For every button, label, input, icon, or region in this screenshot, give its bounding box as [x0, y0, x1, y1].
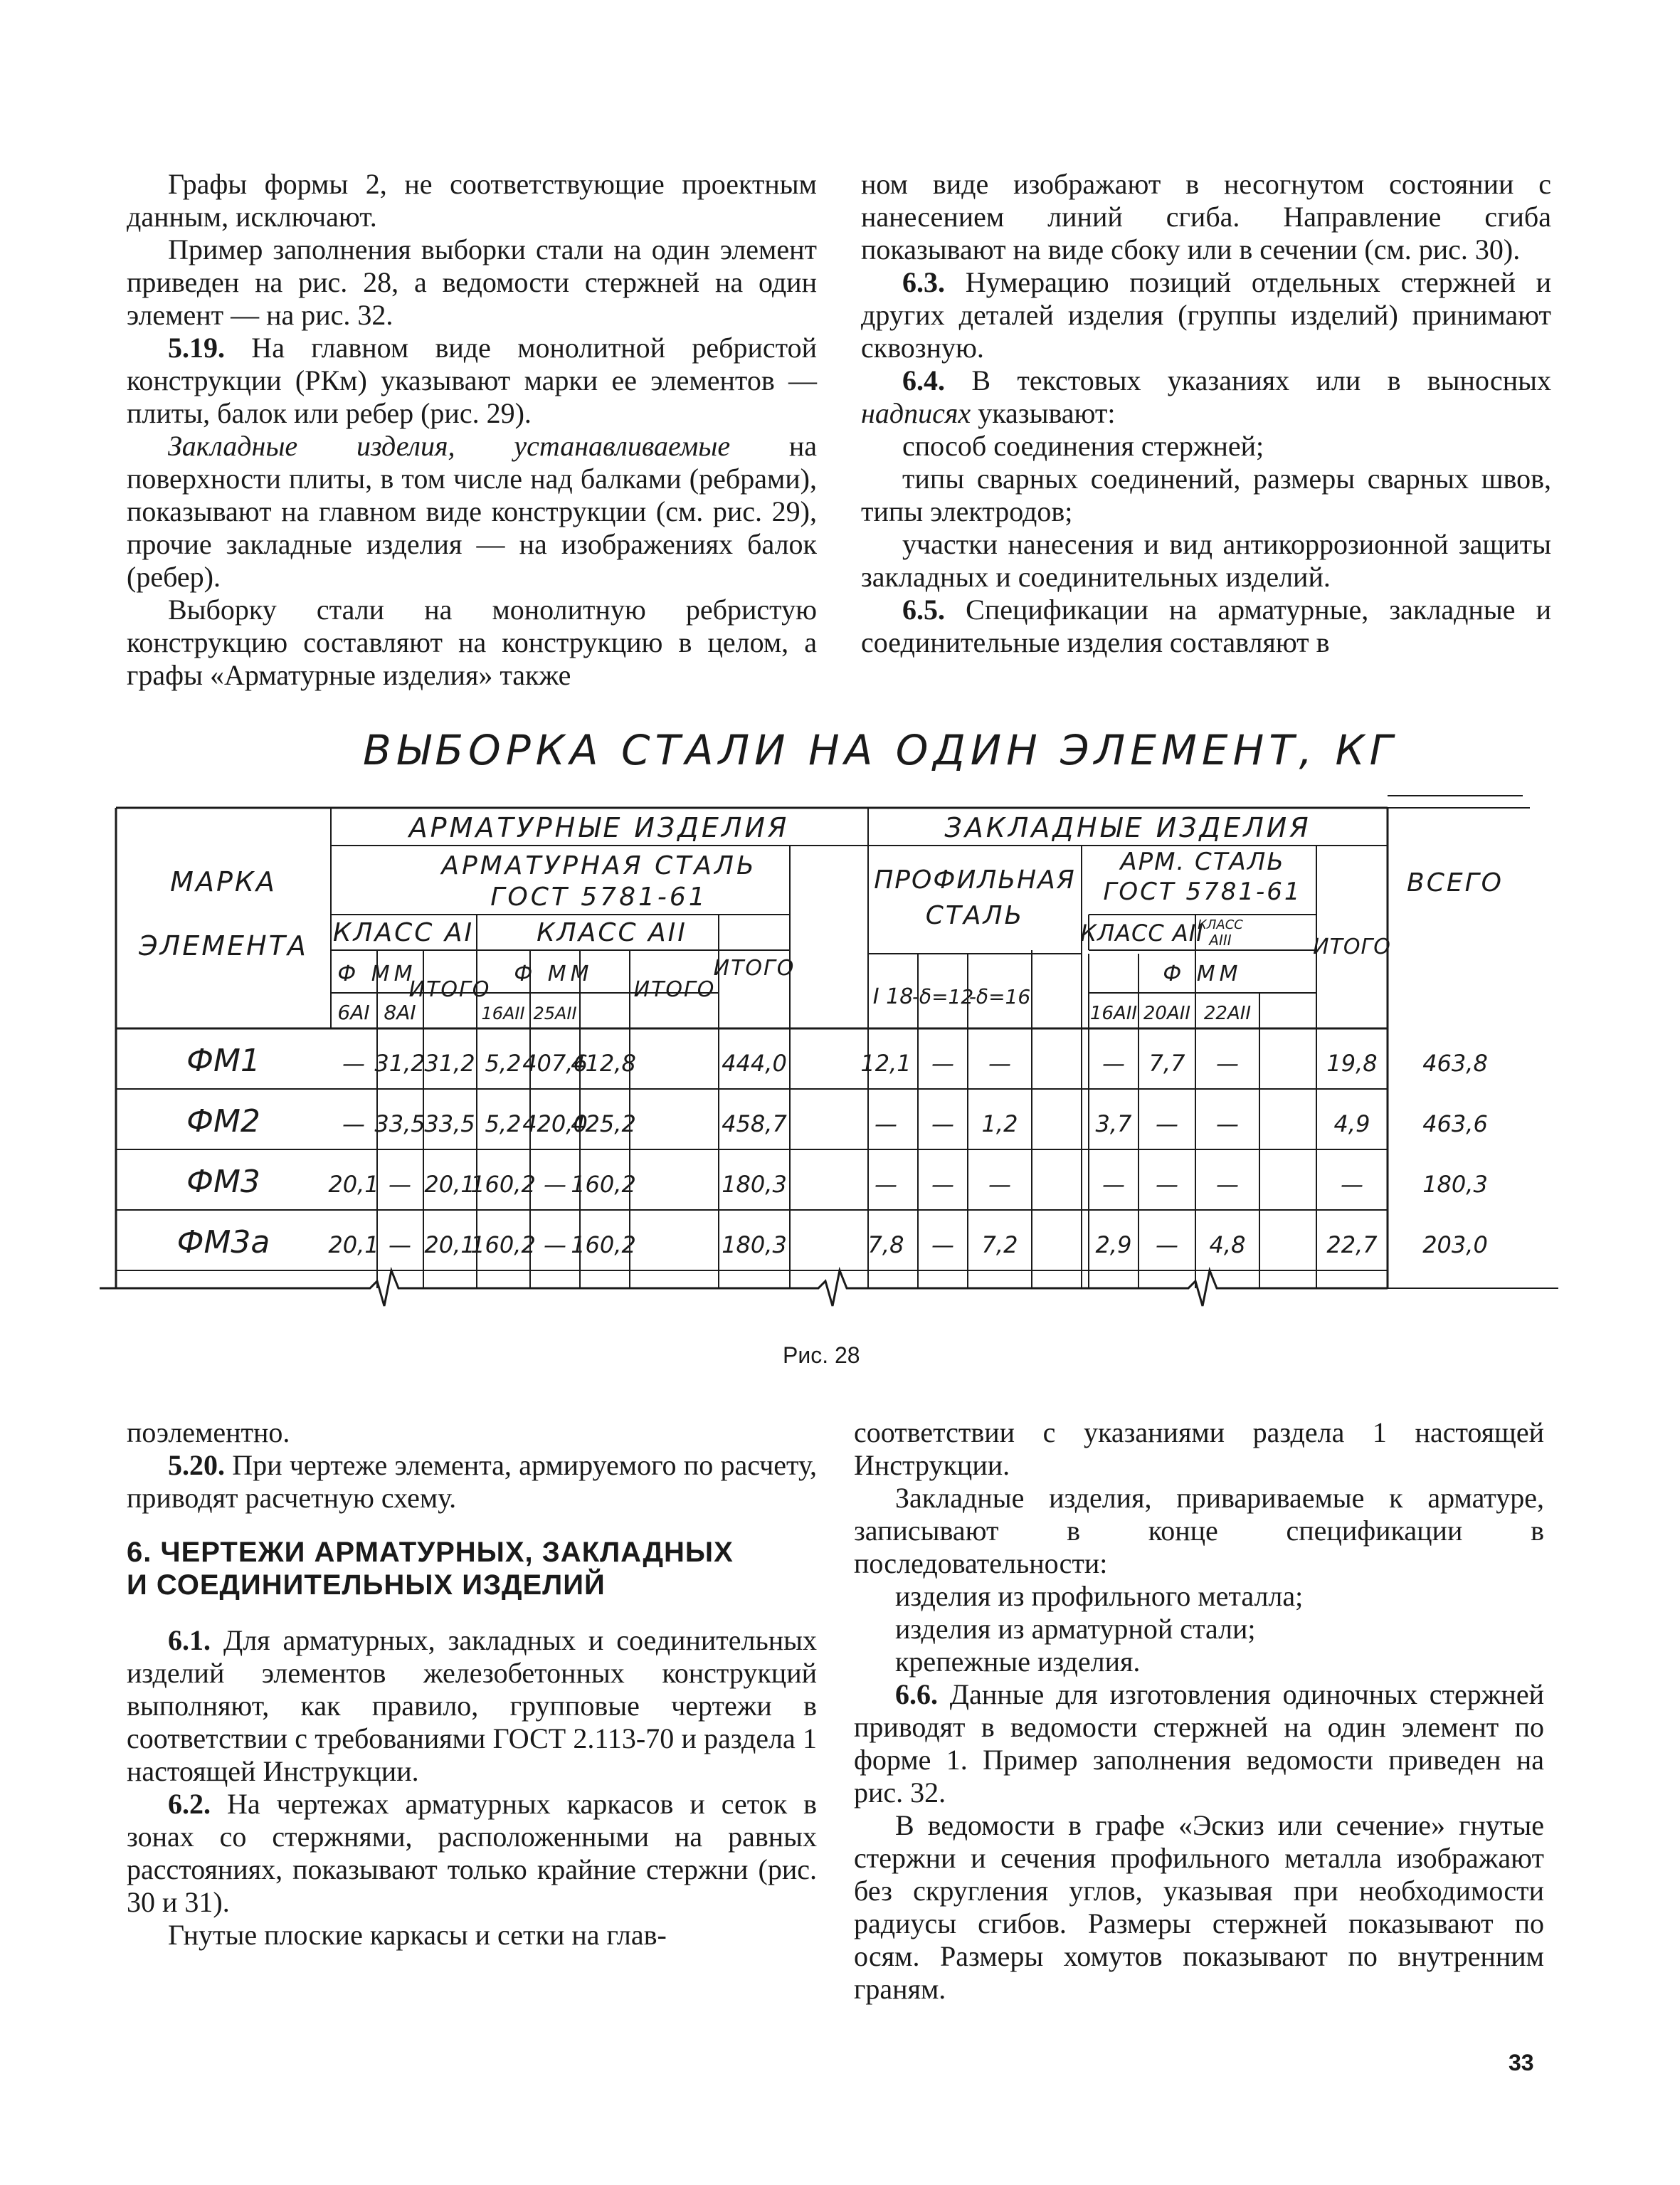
header-klass-a3: АIII — [1209, 932, 1232, 949]
cell-value: 412,8 — [571, 1050, 636, 1077]
cell-value: — — [1216, 1171, 1239, 1198]
cell-value: — — [988, 1171, 1011, 1198]
paragraph-text: При чертеже элемента, армируемого по расчету, приводят расчетную схему. — [127, 1449, 817, 1514]
cell-value: — — [1156, 1171, 1178, 1198]
header-diam: 16АII — [1089, 1003, 1138, 1024]
cell-value: 203,0 — [1422, 1231, 1488, 1258]
header-marka: МАРКА — [170, 866, 277, 897]
table-body — [177, 1043, 1488, 1260]
header-profilnaya: СТАЛЬ — [925, 901, 1025, 930]
cell-value: — — [1156, 1110, 1178, 1137]
cell-marka: ФМ1 — [186, 1043, 260, 1079]
cell-value: 463,8 — [1422, 1050, 1488, 1077]
page-number: 33 — [1509, 2050, 1534, 2075]
paragraph: Закладные изделия, привариваемые к арматуре, записывают в конце спецификации в последовательности: — [854, 1482, 1544, 1579]
cell-value: 444,0 — [722, 1050, 787, 1077]
cell-value: 4,9 — [1333, 1110, 1370, 1137]
paragraph: поэлементно. — [127, 1416, 290, 1448]
cell-value: — — [931, 1171, 954, 1198]
cell-value: 5,2 — [485, 1110, 522, 1137]
section-heading-line: 6. ЧЕРТЕЖИ АРМАТУРНЫХ, ЗАКЛАДНЫХ — [127, 1537, 734, 1568]
header-diam: 8АI — [384, 1001, 416, 1024]
cell-value: — — [1156, 1231, 1178, 1258]
header-klass-a2-z: КЛАСС АII — [1080, 920, 1204, 947]
cell-value: — — [931, 1231, 954, 1258]
paragraph-text: Данные для изготовления одиночных стержней приводят в ведомости стержней на один элемент по форме 1. Пример заполнения ведомости приведен на рис. 32. — [854, 1678, 1544, 1808]
header-fmm: Ф ММ — [514, 962, 593, 986]
cell-value: 12,1 — [860, 1050, 912, 1077]
paragraph-5-20 — [127, 1449, 817, 1515]
header-vsego: ВСЕГО — [1407, 868, 1504, 897]
cell-value: 33,5 — [424, 1110, 475, 1137]
cell-value: 19,8 — [1326, 1050, 1378, 1077]
cell-value: 463,6 — [1422, 1110, 1488, 1137]
section-heading — [127, 1536, 817, 1601]
cell-value: — — [1102, 1171, 1125, 1198]
cell-value: 4,8 — [1209, 1231, 1246, 1258]
text-column-bottom-right — [854, 1416, 1544, 2006]
header-itogo: ИТОГО — [408, 977, 491, 1002]
cell-value: 160,2 — [571, 1231, 636, 1258]
list-item: типы сварных соединений, размеры сварных швов, типы электродов; — [861, 463, 1551, 527]
cell-value: 2,9 — [1095, 1231, 1132, 1258]
cell-value: — — [988, 1050, 1011, 1077]
table-title: ВЫБОРКА СТАЛИ НА ОДИН ЭЛЕМЕНТ, КГ — [363, 726, 1398, 774]
cell-value: — — [931, 1110, 954, 1137]
paragraph-6-1 — [127, 1624, 817, 1788]
paragraph-text: Спецификации на арматурные, закладные и соединительные изделия составляют в — [861, 594, 1551, 658]
section-heading-line: И СОЕДИНИТЕЛЬНЫХ ИЗДЕЛИЙ — [127, 1569, 606, 1601]
list-item: способ соединения стержней; — [902, 430, 1264, 462]
header-fmm: Ф ММ — [1163, 962, 1242, 986]
cell-value: 425,2 — [571, 1110, 636, 1137]
paragraph: соответствии с указаниями раздела 1 настоящей Инструкции. — [854, 1416, 1544, 1481]
paragraph-text: указывают: — [971, 397, 1116, 429]
clause-number: 5.19. — [168, 332, 225, 364]
paragraph: Выборку стали на монолитную ребристую конструкцию составляют на конструкцию в целом, а графы «Арматурные изделия» также — [127, 594, 817, 691]
italic-term: надписях — [861, 397, 971, 429]
header-diam: 16АII — [481, 1004, 525, 1023]
paragraph-6-2 — [127, 1788, 817, 1919]
cell-value: 7,2 — [981, 1231, 1018, 1258]
list-item: изделия из профильного металла; — [895, 1580, 1304, 1612]
header-diam: 20АII — [1143, 1003, 1191, 1024]
header-diam: 22АII — [1203, 1003, 1252, 1024]
header-zakladnye: ЗАКЛАДНЫЕ ИЗДЕЛИЯ — [944, 812, 1311, 843]
cell-value: 160,2 — [571, 1171, 636, 1198]
cell-value: 407,6 — [522, 1050, 588, 1077]
cell-value: 33,5 — [374, 1110, 426, 1137]
cell-value: 180,3 — [722, 1231, 787, 1258]
cell-value: 7,7 — [1148, 1050, 1185, 1077]
header-arm-stal: АРМАТУРНАЯ СТАЛЬ — [441, 851, 757, 880]
cell-value: — — [931, 1050, 954, 1077]
cell-value: — — [544, 1171, 566, 1198]
cell-value: 31,2 — [374, 1050, 426, 1077]
header-klass-a1: КЛАСС АI — [332, 918, 475, 947]
cell-value: — — [1216, 1110, 1239, 1137]
cell-value: 160,2 — [470, 1171, 536, 1198]
cell-value: — — [1216, 1050, 1239, 1077]
cell-value: — — [1341, 1171, 1363, 1198]
clause-number: 6.1. — [168, 1624, 211, 1656]
header-diam: 25АII — [533, 1004, 577, 1023]
clause-number: 6.4. — [902, 364, 945, 396]
cell-value: — — [389, 1231, 411, 1258]
paragraph: ном виде изображают в несогнутом состоянии с нанесением линий сгиба. Направление сгиба показывают на виде сбоку или в сечении (см. рис. 30). — [861, 168, 1551, 265]
paragraph-text: В текстовых указаниях или в выносных — [945, 364, 1551, 396]
cell-marka: ФМ2 — [186, 1103, 260, 1139]
cell-value: 420,0 — [522, 1110, 588, 1137]
paragraph-text: Для арматурных, закладных и соединительных изделий элементов железобетонных конструкций выполняют, как правило, групповые чертежи в соответствии с требованиями ГОСТ 2.113-70 и раздела 1 настоящей Инструкции. — [127, 1624, 817, 1787]
clause-number: 5.20. — [168, 1449, 225, 1481]
paragraph-text: На чертежах арматурных каркасов и сеток в зонах со стержнями, расположенными на равных расстояниях, показывают только крайние стержни (рис. 30 и 31). — [127, 1788, 817, 1918]
paragraph-6-6 — [854, 1678, 1544, 1809]
cell-value: — — [875, 1171, 897, 1198]
cell-value: 20,1 — [328, 1171, 379, 1198]
cell-value: 5,2 — [485, 1050, 522, 1077]
paragraph-text: На главном виде монолитной ребристой конструкции (РКм) указывают марки ее элементов — плиты, балок или ребер (рис. 29). — [127, 332, 817, 429]
header-gost-z: ГОСТ 5781-61 — [1103, 878, 1302, 906]
header-prof-sub: -δ=12 — [912, 985, 974, 1009]
clause-number: 6.6. — [895, 1678, 938, 1710]
cell-marka: ФМ3 — [186, 1164, 260, 1200]
clause-number: 6.2. — [168, 1788, 211, 1820]
cell-value: 20,1 — [424, 1231, 475, 1258]
figure-caption: Рис. 28 — [783, 1342, 860, 1368]
paragraph: Гнутые плоские каркасы и сетки на глав- — [168, 1919, 667, 1951]
cell-value: — — [389, 1171, 411, 1198]
italic-term: устанавливаемые — [455, 430, 731, 462]
list-item: крепежные изделия. — [895, 1646, 1141, 1678]
header-prof-sub: -δ=16 — [968, 985, 1031, 1009]
header-klass-a2: КЛАСС АII — [537, 918, 687, 947]
header-klass-a3: КЛАСС — [1198, 917, 1243, 932]
cell-value: 20,1 — [424, 1171, 475, 1198]
header-diam: 6АI — [337, 1001, 370, 1024]
paragraph: Пример заполнения выборки стали на один элемент приведен на рис. 28, а ведомости стержней на один элемент — на рис. 32. — [127, 233, 817, 331]
cell-value: — — [1102, 1050, 1125, 1077]
cell-value: — — [342, 1050, 365, 1077]
cell-value: — — [544, 1231, 566, 1258]
cell-value: — — [875, 1110, 897, 1137]
paragraph-text: Нумерацию позиций отдельных стержней и других деталей изделия (группы изделий) принимают сквозную. — [861, 266, 1551, 364]
header-arm-stal-z: АРМ. СТАЛЬ — [1120, 848, 1285, 876]
cell-value: 22,7 — [1326, 1231, 1378, 1258]
cell-value: 3,7 — [1095, 1110, 1132, 1137]
header-itogo: ИТОГО — [633, 977, 716, 1002]
paragraph: В ведомости в графе «Эскиз или сечение» гнутые стержни и сечения профильного металла изображают без скругления углов, указывая при необходимости радиусы сгибов. Размеры стержней показывают по осям. Размеры хомутов показывают по внутренним граням. — [854, 1809, 1544, 2005]
cell-value: 31,2 — [424, 1050, 475, 1077]
list-item: изделия из арматурной стали; — [895, 1613, 1256, 1645]
header-fmm: Ф ММ — [337, 962, 417, 986]
header-armaturnye: АРМАТУРНЫЕ ИЗДЕЛИЯ — [408, 812, 790, 843]
header-marka: ЭЛЕМЕНТА — [139, 930, 308, 962]
text-column-bottom-left — [127, 1416, 817, 1952]
cell-value: 20,1 — [328, 1231, 379, 1258]
cell-value: 180,3 — [722, 1171, 787, 1198]
cell-value: 1,2 — [981, 1110, 1018, 1137]
cell-value: 160,2 — [470, 1231, 536, 1258]
list-item: участки нанесения и вид антикоррозионной защиты закладных и соединительных изделий. — [861, 528, 1551, 593]
table-break-line — [100, 1270, 1388, 1306]
cell-value: — — [342, 1110, 365, 1137]
paragraph: Графы формы 2, не соответствующие проектным данным, исключают. — [127, 168, 817, 233]
header-profilnaya: ПРОФИЛЬНАЯ — [874, 865, 1076, 895]
clause-number: 6.5. — [902, 594, 945, 626]
cell-value: 7,8 — [867, 1231, 904, 1258]
cell-value: 458,7 — [722, 1110, 787, 1137]
paragraph-text: на поверхности плиты, в том числе над балками (ребрами), показывают на главном виде конструкции (см. рис. 29), прочие закладные изделия — на изображениях балок (ребер). — [127, 430, 818, 593]
cell-marka: ФМ3а — [176, 1224, 270, 1260]
header-gost: ГОСТ 5781-61 — [490, 883, 708, 912]
italic-term: Закладные изделия, — [168, 430, 455, 462]
header-itogo: ИТОГО — [1313, 934, 1391, 959]
cell-value: 180,3 — [1422, 1171, 1488, 1198]
header-itogo: ИТОГО — [713, 956, 796, 981]
header-prof-sub: I 18 — [872, 984, 914, 1009]
clause-number: 6.3. — [902, 266, 945, 298]
